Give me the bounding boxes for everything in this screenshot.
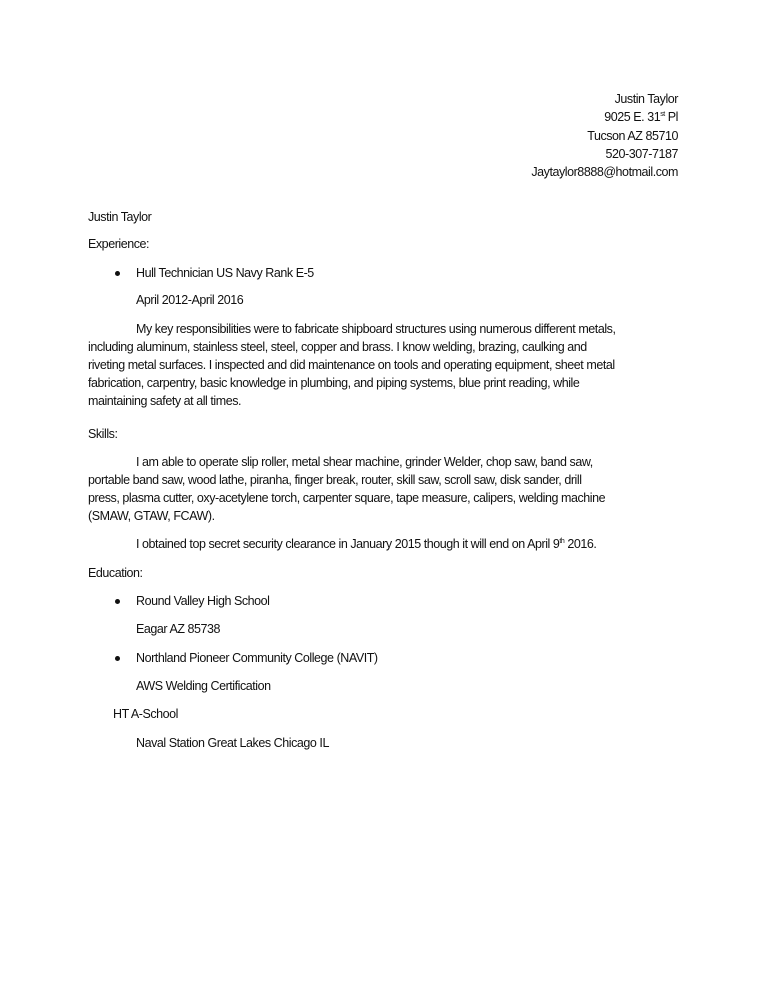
school-location: Naval Station Great Lakes Chicago IL <box>136 736 329 750</box>
experience-line: maintaining safety at all times. <box>88 394 242 408</box>
bullet-icon <box>115 271 120 276</box>
contact-address: 9025 E. 31st Pl <box>604 110 678 124</box>
school-name: Northland Pioneer Community College (NAVIT) <box>136 651 378 665</box>
school-name: Round Valley High School <box>136 594 270 608</box>
school-name: HT A-School <box>113 707 178 721</box>
contact-email: Jaytaylor8888@hotmail.com <box>531 165 678 179</box>
skills-line: portable band saw, wood lathe, piranha, finger break, router, skill saw, scroll saw, disk sander, drill <box>88 473 582 487</box>
clearance-line: I obtained top secret security clearance in January 2015 though it will end on April 9th 2016. <box>136 537 597 551</box>
skills-heading: Skills: <box>88 427 118 441</box>
body-name: Justin Taylor <box>88 210 152 224</box>
experience-heading: Experience: <box>88 237 150 251</box>
contact-city: Tucson AZ 85710 <box>587 129 678 143</box>
experience-line: My key responsibilities were to fabricate shipboard structures using numerous different metals, <box>136 322 616 336</box>
skills-line: (SMAW, GTAW, FCAW). <box>88 509 215 523</box>
experience-line: including aluminum, stainless steel, steel, copper and brass. I know welding, brazing, caulking and <box>88 340 587 354</box>
experience-line: riveting metal surfaces. I inspected and did maintenance on tools and operating equipment, sheet metal <box>88 358 615 372</box>
contact-name: Justin Taylor <box>614 92 678 106</box>
job-title: Hull Technician US Navy Rank E-5 <box>136 266 314 280</box>
contact-phone: 520-307-7187 <box>605 147 678 161</box>
job-dates: April 2012-April 2016 <box>136 293 244 307</box>
bullet-icon <box>115 599 120 604</box>
school-location: Eagar AZ 85738 <box>136 622 221 636</box>
bullet-icon <box>115 656 120 661</box>
experience-line: fabrication, carpentry, basic knowledge in plumbing, and piping systems, blue print reading, while <box>88 376 580 390</box>
education-heading: Education: <box>88 566 143 580</box>
skills-line: I am able to operate slip roller, metal shear machine, grinder Welder, chop saw, band saw, <box>136 455 593 469</box>
school-detail: AWS Welding Certification <box>136 679 271 693</box>
skills-line: press, plasma cutter, oxy-acetylene torch, carpenter square, tape measure, calipers, welding machine <box>88 491 606 505</box>
